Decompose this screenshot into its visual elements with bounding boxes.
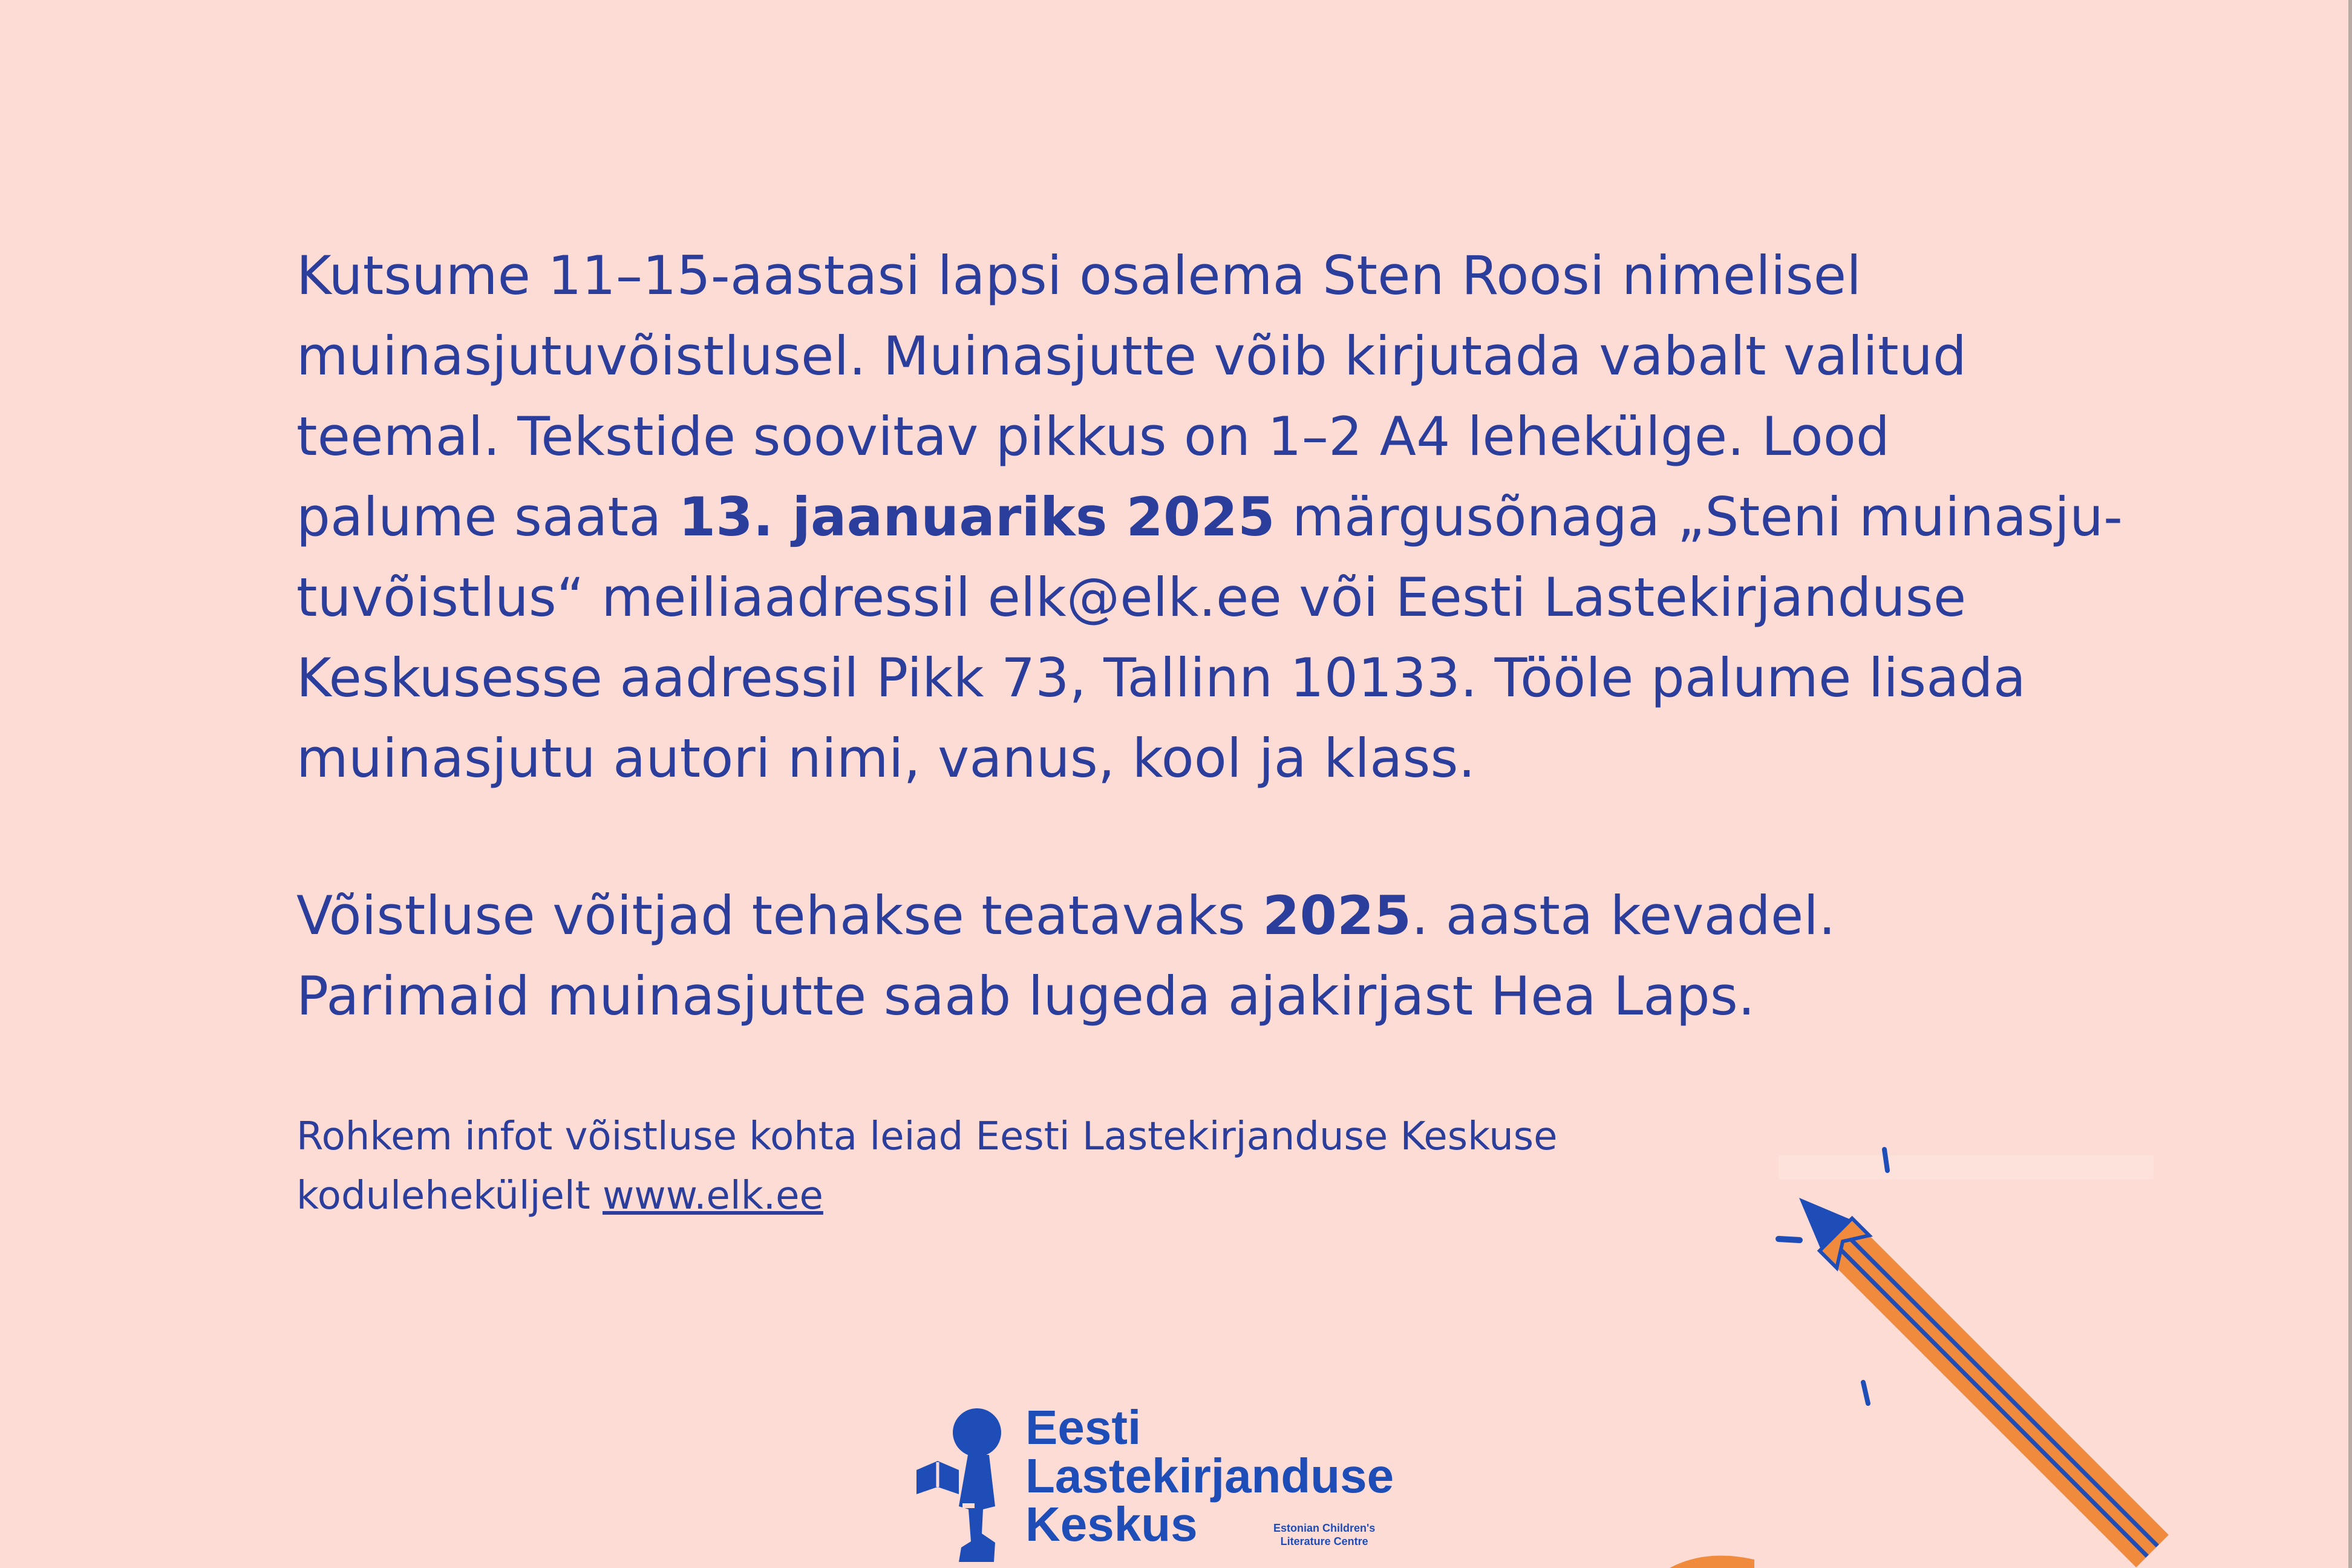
- info-line: Rohkem infot võistluse kohta leiad Eesti Lastekirjanduse Keskuse: [296, 1114, 1558, 1159]
- deadline-date: 13. jaanuariks 2025: [678, 486, 1275, 548]
- logo-sub-line: Estonian Children's: [1273, 1522, 1376, 1534]
- logo-sub-line: Literature Centre: [1280, 1535, 1368, 1547]
- info-prefix: koduleheküljelt: [296, 1174, 603, 1218]
- logo-line: Keskus: [1025, 1497, 1198, 1551]
- info-paragraph: [296, 1107, 1557, 1226]
- para1-line: muinasjutu autori nimi, vanus, kool ja klass.: [296, 727, 1476, 789]
- intro-paragraph: [296, 235, 2123, 799]
- pencil-icon: [1754, 1137, 2178, 1568]
- winners-year: 2025: [1263, 884, 1412, 947]
- para1-line: teemal. Tekstide soovitav pikkus on 1–2 A4 lehekülge. Lood: [296, 405, 1890, 468]
- page-edge: [2348, 0, 2352, 1568]
- winners-suffix: . aasta kevadel.: [1411, 884, 1836, 947]
- para1-line: Keskusesse aadressil Pikk 73, Tallinn 10133. Tööle palume lisada: [296, 647, 2027, 709]
- winners-paragraph: [296, 875, 2051, 1036]
- deadline-prefix: palume saata: [296, 486, 679, 548]
- website-link[interactable]: www.elk.ee: [603, 1174, 823, 1218]
- para1-line: tuvõistlus“ meiliaadressil elk@elk.ee või Eesti Lastekirjanduse: [296, 566, 1967, 629]
- logo-subtitle: [1273, 1521, 1375, 1548]
- winners-prefix: Võistluse võitjad tehakse teatavaks: [296, 884, 1263, 947]
- elk-logo: [910, 1400, 1455, 1568]
- decorative-shape: [1670, 1549, 1754, 1568]
- arc-title: [0, 0, 2352, 121]
- child-reading-figure-icon: [910, 1403, 1013, 1568]
- para1-line: muinasjutuvõistlusel. Muinasjutte võib kirjutada vabalt valitud: [296, 325, 1967, 387]
- para1-line-deadline: [296, 477, 2123, 557]
- logo-line: Eesti: [1025, 1400, 1142, 1454]
- para2-line: Parimaid muinasjutte saab lugeda ajakirjast Hea Laps.: [296, 965, 1756, 1027]
- para2-line: [296, 875, 2051, 956]
- deadline-suffix: märgusõnaga „Steni muinasju-: [1275, 486, 2123, 548]
- logo-line: Lastekirjanduse: [1025, 1449, 1394, 1503]
- para1-line: Kutsume 11–15-aastasi lapsi osalema Sten Roosi nimelisel: [296, 244, 1862, 307]
